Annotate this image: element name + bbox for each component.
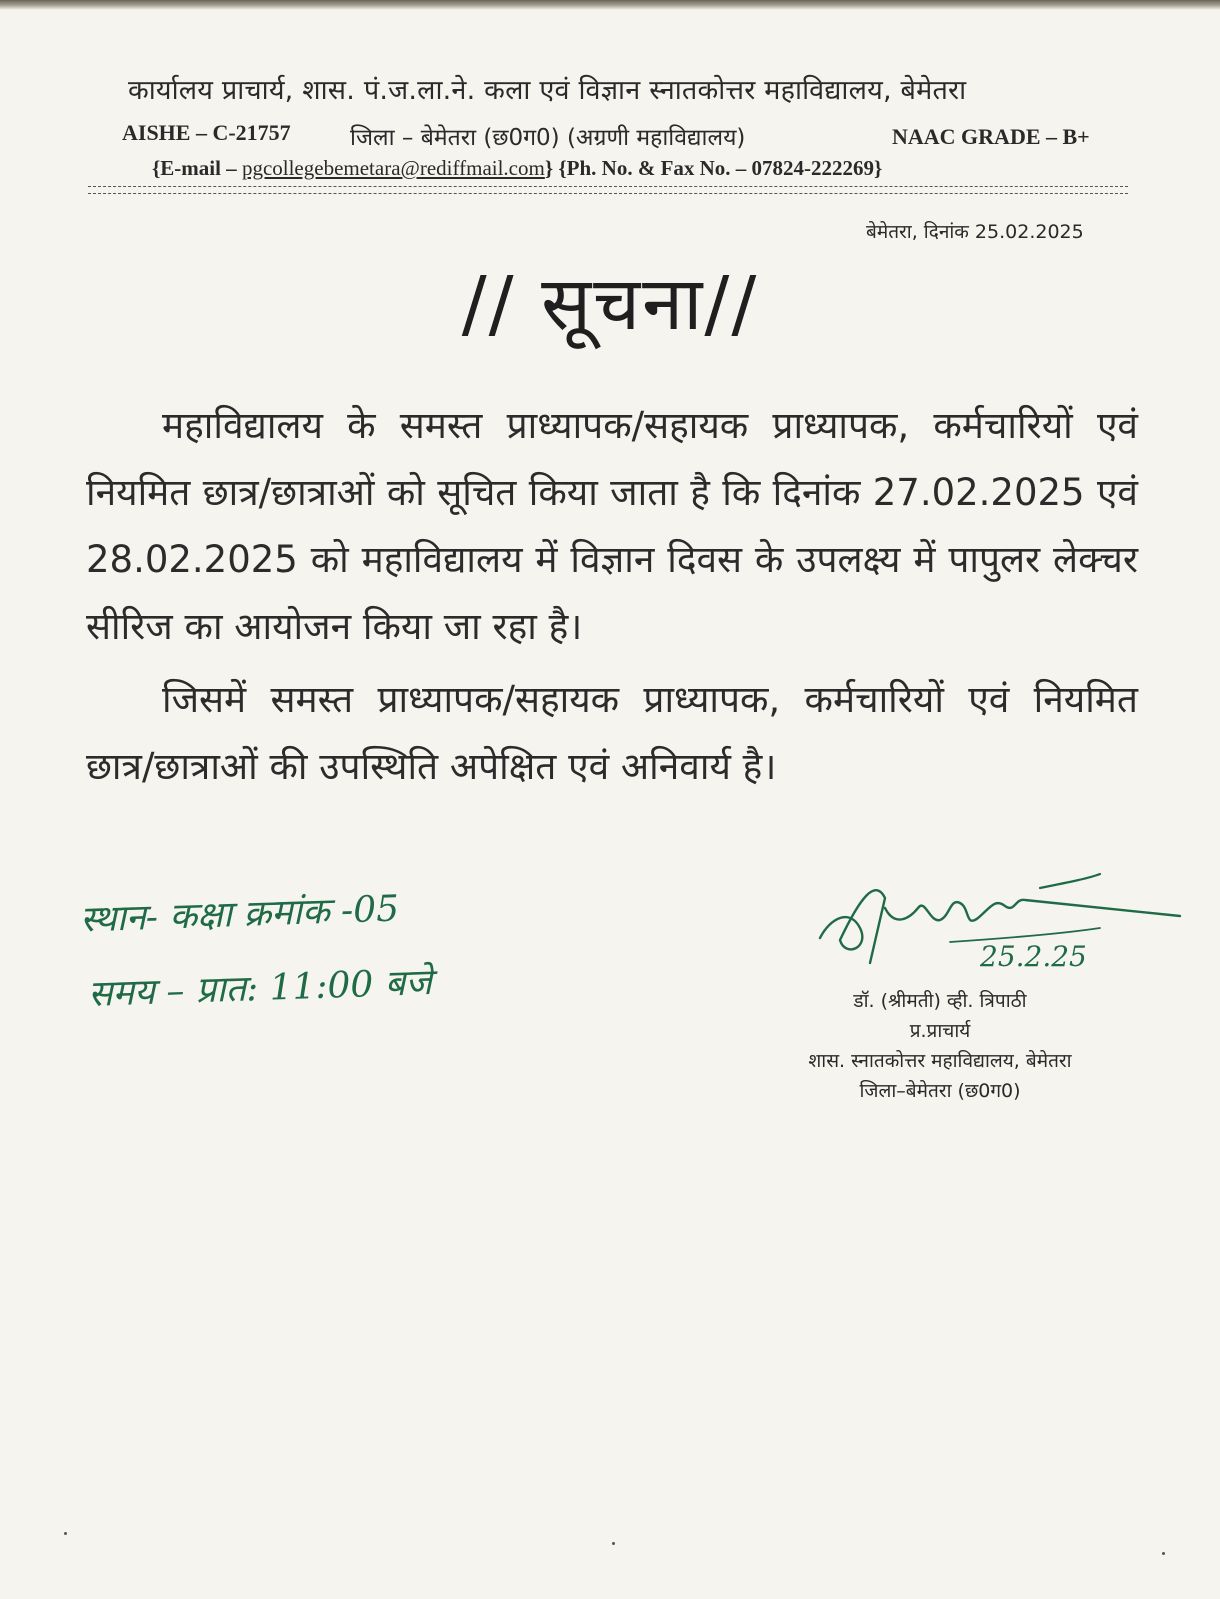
paper-top-edge [0, 0, 1220, 10]
phone-fax: {Ph. No. & Fax No. – 07824-222269} [558, 156, 883, 180]
handwritten-venue: स्थान- कक्षा क्रमांक -05 [79, 888, 400, 941]
body-paragraph-2: जिसमें समस्त प्राध्यापक/सहायक प्राध्यापक, कर्मचारियों एवं नियमित छात्र/छात्राओं की उपस्थिति अपेक्षित एवं अनिवार्य है। [86, 678, 1138, 788]
signatory-block [750, 986, 1130, 1106]
signatory-name: डॉ. (श्रीमती) व्ही. त्रिपाठी [853, 990, 1027, 1012]
header-divider [88, 186, 1128, 187]
signature-date: 25.2.25 [980, 940, 1087, 973]
signatory-designation: प्र.प्राचार्य [909, 1020, 971, 1042]
district-label: जिला – बेमेतरा (छ0ग0) (अग्रणी महाविद्यालय) [350, 125, 746, 151]
aishe-code: AISHE – C-21757 [122, 120, 291, 145]
email-address: pgcollegebemetara@rediffmail.com [241, 156, 545, 180]
paper-speck [1162, 1552, 1165, 1555]
handwritten-time: समय – प्रात: 11:00 बजे [87, 962, 433, 1015]
signatory-district: जिला–बेमेतरा (छ0ग0) [859, 1080, 1021, 1102]
email-suffix: } [544, 156, 554, 180]
signatory-institution: शास. स्नातकोत्तर महाविद्यालय, बेमेतरा [808, 1050, 1072, 1072]
paper-speck [64, 1532, 67, 1535]
body-paragraph-1: महाविद्यालय के समस्त प्राध्यापक/सहायक प्राध्यापक, कर्मचारियों एवं नियमित छात्र/छात्राओं को सूचित किया जाता है कि दिनांक 27.02.2025 एवं 28.02.2025 को महाविद्यालय में विज्ञान दिवस के उपलक्ष्य में पापुलर लेक्चर सीरिज का आयोजन किया जा रहा है। [86, 404, 1138, 648]
email-prefix: {E-mail – [152, 156, 242, 180]
notice-body [86, 392, 1138, 800]
naac-grade: NAAC GRADE – B+ [892, 124, 1090, 149]
paper-speck [612, 1542, 615, 1545]
office-header: कार्यालय प्राचार्य, शास. पं.ज.ला.ने. कला एवं विज्ञान स्नातकोत्तर महाविद्यालय, बेमेतरा [128, 75, 967, 106]
header-divider [88, 193, 1128, 194]
contact-line [152, 156, 882, 181]
notice-date: बेमेतरा, दिनांक 25.02.2025 [866, 221, 1084, 243]
notice-title: // सूचना// [461, 261, 759, 347]
